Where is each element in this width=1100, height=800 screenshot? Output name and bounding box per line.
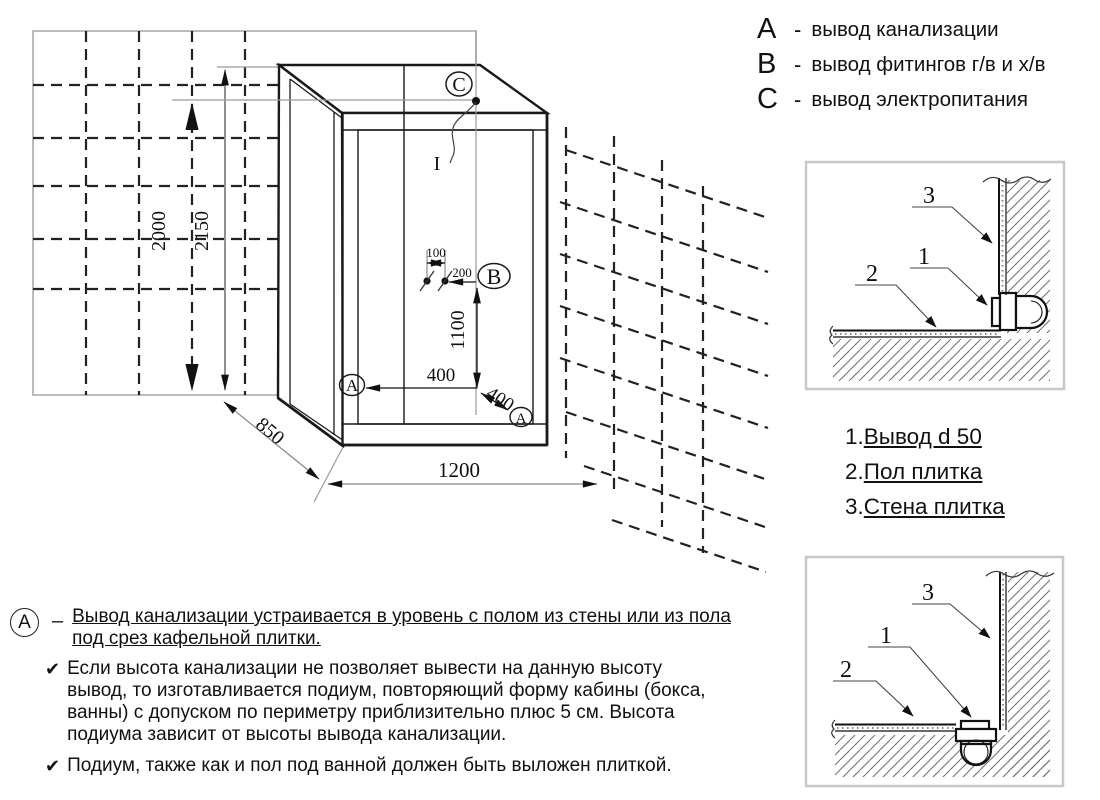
dim-height-2000 (148, 104, 192, 390)
detail2-wall-number: 3 (922, 580, 934, 606)
note-a (10, 606, 755, 649)
note-a-dash: – (52, 610, 64, 632)
parts-list-number: 1. (845, 424, 864, 449)
parts-list-text: Вывод d 50 (863, 424, 982, 449)
detail1-outlet-number: 1 (918, 244, 930, 270)
callout-c-label: C (452, 74, 466, 96)
legend-separator: - (794, 51, 802, 77)
floor-hatch (835, 735, 1050, 777)
notes-block (10, 606, 755, 777)
dim-height-2150 (191, 67, 281, 390)
callout-a2-label: A (515, 411, 527, 427)
dim-200-label: 200 (452, 265, 472, 280)
parts-list-item-2 (845, 459, 1005, 485)
legend-separator: - (794, 16, 802, 42)
legend-letter-a: A (757, 13, 777, 45)
parts-list-item-3 (845, 494, 1005, 520)
legend (757, 12, 1045, 117)
dim-400-label: 400 (426, 365, 456, 386)
floor-hatch (833, 339, 1050, 381)
detail2-floor-number: 2 (840, 657, 852, 683)
detail2-outlet-number: 1 (880, 623, 892, 649)
dim-1100-label: 1100 (447, 310, 469, 350)
dim-1200 (328, 458, 597, 484)
note-bullet-2 (45, 755, 755, 777)
parts-list-item-1 (845, 424, 1005, 450)
dim-1200-label: 1200 (438, 458, 480, 482)
legend-text-a: вывод канализации (811, 17, 999, 41)
detail1-floor-number: 2 (866, 261, 878, 287)
note-bullet-1-text: Если высота канализации не позволяет вывести на данную высоту вывод, то изготавливается подиум, повторяющий форму кабины (бокса, ванны) с допуском по периметру приблизительно плюс 5 см. Высота подиума зависит от высоты вывода канализации. (67, 658, 706, 745)
parts-list (845, 424, 1005, 529)
legend-letter-b: B (757, 48, 777, 80)
callout-b-label: B (486, 264, 502, 289)
dim-2150-label: 2150 (191, 211, 213, 251)
legend-item-a (757, 12, 1045, 47)
dim-100-label: 100 (426, 245, 446, 260)
checkmark-icon: ✔ (45, 659, 61, 679)
legend-text-b: вывод фитингов г/в и х/в (811, 52, 1046, 76)
dim-2000-label: 2000 (148, 211, 170, 251)
parts-list-text: Пол плитка (863, 459, 983, 484)
circled-a-badge: A (10, 608, 39, 637)
note-a-line-2: под срез кафельной плитки. (72, 627, 321, 649)
legend-item-c (757, 82, 1045, 117)
detail-floor-outlet (806, 557, 1063, 786)
legend-separator: - (794, 86, 802, 112)
parts-list-text: Стена плитка (863, 494, 1005, 519)
tile-wall-right (560, 127, 768, 572)
detail-wall-outlet (806, 162, 1064, 389)
shower-cabin (278, 65, 547, 447)
pipe-outlet-wall (992, 293, 1047, 330)
section-mark-label: I (433, 153, 441, 175)
legend-letter-c: C (757, 83, 778, 115)
note-a-line-1: Вывод канализации устраивается в уровень с полом из стены или из пола (72, 606, 731, 627)
legend-text-c: вывод электропитания (811, 87, 1028, 111)
note-bullet-1 (45, 658, 755, 746)
detail1-wall-number: 3 (923, 183, 935, 209)
dim-850-label: 850 (251, 413, 289, 450)
note-a-text (72, 606, 731, 649)
dim-400-diagonal-label: 400 (482, 382, 518, 416)
electric-outlet-point (472, 97, 480, 105)
callout-a-label: A (345, 376, 359, 395)
legend-item-b (757, 47, 1045, 82)
checkmark-icon: ✔ (45, 756, 61, 776)
parts-list-number: 2. (845, 459, 864, 484)
parts-list-number: 3. (845, 494, 864, 519)
note-bullet-2-text: Подиум, также как и пол под ванной должен быть выложен плиткой. (67, 755, 672, 776)
